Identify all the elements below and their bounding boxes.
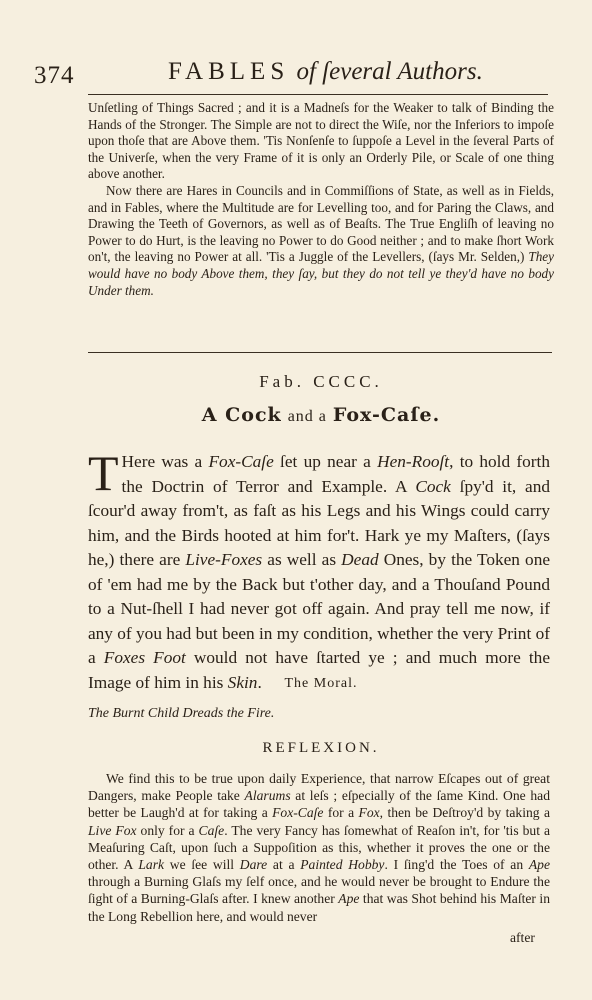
reflexion-segment: . The very Fancy has ſomewhat of Reaſon in't, for 'tis but a Meaſuring Caſt, upon ſuch a Suppoſition as this, whether it proves the one or the other. A: [88, 822, 550, 873]
fable-italic: Cock: [415, 476, 451, 496]
fable-italic: Live-Foxes: [185, 550, 263, 569]
moral-text: The Burnt Child Dreads the Fire.: [88, 706, 275, 721]
prior-paragraph-1: Unſetling of Things Sacred ; and it is a Madneſs for the Weaker to talk of Binding the Hands of the Stronger. The Simple are not to direct the Wiſe, nor the Inferiors to impoſe upon thoſe that are Above them. 'Tis Nonſenſe to ſuppoſe a Level in the ſeveral Parts of the Univerſe, when the very Frame of it is only an Orderly Pile, or Scale of one thing above another.: [88, 100, 554, 182]
fable-text-segment: Ones, by the Token one of 'em had me by the Back but t'other day, and a Thouſand Pound to a Nut-ſhell I had never got off again. And pray tell me now, if any of you had but been in my condition, whether the very Print of a: [88, 550, 550, 667]
fable-text-segment: , to hold forth the Doctrin of Terror and Example. A: [121, 452, 550, 496]
reflexion-segment: at a: [267, 857, 301, 873]
reflexion-segment: . I ſing'd the Toes of an: [384, 857, 529, 873]
prior-paragraph-2-text: Now there are Hares in Councils and in Commiſſions of State, as well as in Fields, and in Fables, where the Multitude are for Levelling too, and for Paring the Claws, and Drawing the Teeth of Governors, as well as of Beaſts. The True Engliſh of leaving no Power to do Hurt, is the leaving no Power to do Good neither ; and to make ſhort Work on't, the leaving no Power at all. 'Tis a Juggle of the Levellers, (ſays Mr. Selden,): [88, 182, 554, 265]
reflexion-segment: for a: [323, 805, 359, 821]
reflexion-segment: at leſs ; eſpecially of the ſame Kind. One had better be Laugh'd at for taking a: [88, 788, 550, 821]
reflexion-italic: Ape: [528, 857, 550, 873]
reflexion-segment: We find this to be true upon daily Experience, that narrow Eſcapes out of great Dangers, make People take: [88, 771, 550, 804]
reflexion-heading: REFLEXION.: [262, 740, 380, 756]
fable-title-cock: A Cock: [201, 404, 282, 426]
fable-italic: Fox-Caſe: [208, 452, 274, 471]
reflexion-segment: through a Burning Glaſs my ſelf once, and he would never be brought to Endure the ſight of a Burning-Glaſs after. I knew another: [88, 874, 550, 907]
reflexion-italic: Alarums: [244, 788, 291, 804]
reflexion-segment: only for a: [136, 822, 199, 838]
reflexion-segment: we ſee will: [164, 857, 240, 873]
page-number: 374: [34, 62, 75, 89]
fable-text-segment: ſet up near a: [273, 452, 378, 471]
fable-text-segment: as well as: [262, 550, 342, 569]
reflexion-italic: Fox: [358, 805, 380, 821]
reflexion-italic: Lark: [138, 857, 165, 873]
reflexion-italic: Live Fox: [88, 822, 137, 838]
page-header: [34, 56, 552, 92]
reflexion-text: [88, 770, 550, 925]
fable-italic: Foxes Foot: [103, 648, 186, 667]
reflexion-italic: Painted Hobby: [300, 857, 385, 873]
fable-text: [88, 445, 550, 695]
reflexion-segment: , then be Deſtroy'd by taking a: [379, 805, 550, 821]
fable-text-segment: ſpy'd it, and ſcour'd away from't, as faſt as his Legs and his Wings could carry him, and the Birds hooted at him for't. Hark ye my Maſters, (ſays he,) there are: [88, 476, 550, 569]
fable-italic: Skin: [227, 672, 258, 692]
fable-text-segment: would not have ſtarted ye ; and much more the Image of him in his: [88, 648, 550, 692]
reflexion-segment: that was Shot behind his Maſter in the Long Rebellion here, and would never: [88, 891, 550, 924]
catchword: after: [510, 930, 535, 945]
fable-title: [0, 404, 592, 427]
fable-title-and: and a: [287, 408, 327, 425]
running-head-italic: of ſeveral Authors.: [296, 58, 483, 85]
fable-text-segment: .: [257, 672, 262, 692]
moral-heading: The Moral.: [284, 676, 358, 691]
reflexion-paragraph: [88, 770, 550, 925]
section-divider: [88, 352, 552, 353]
reflexion-italic: Fox-Caſe: [272, 805, 324, 821]
fable-italic: Hen-Rooſt: [377, 452, 450, 471]
fable-title-fox-case: Fox-Caſe.: [332, 404, 441, 426]
prior-paragraph-2: [88, 183, 554, 299]
selden-quote: They would have no body Above them, they ſay, but they do not tell ye they'd have no body Under them.: [88, 249, 555, 298]
reflexion-italic: Ape: [338, 891, 360, 907]
running-head: [168, 58, 483, 86]
reflexion-italic: Caſe: [198, 822, 225, 838]
header-rule: [88, 94, 548, 95]
fable-italic: Dead: [341, 550, 379, 569]
prior-text: [88, 100, 554, 299]
reflexion-italic: Dare: [239, 857, 268, 873]
drop-cap: T: [88, 445, 119, 501]
running-head-caps: FABLES: [168, 58, 290, 85]
fable-number: Fab. CCCC.: [259, 372, 383, 391]
fable-text-segment: Here was a: [121, 452, 209, 471]
